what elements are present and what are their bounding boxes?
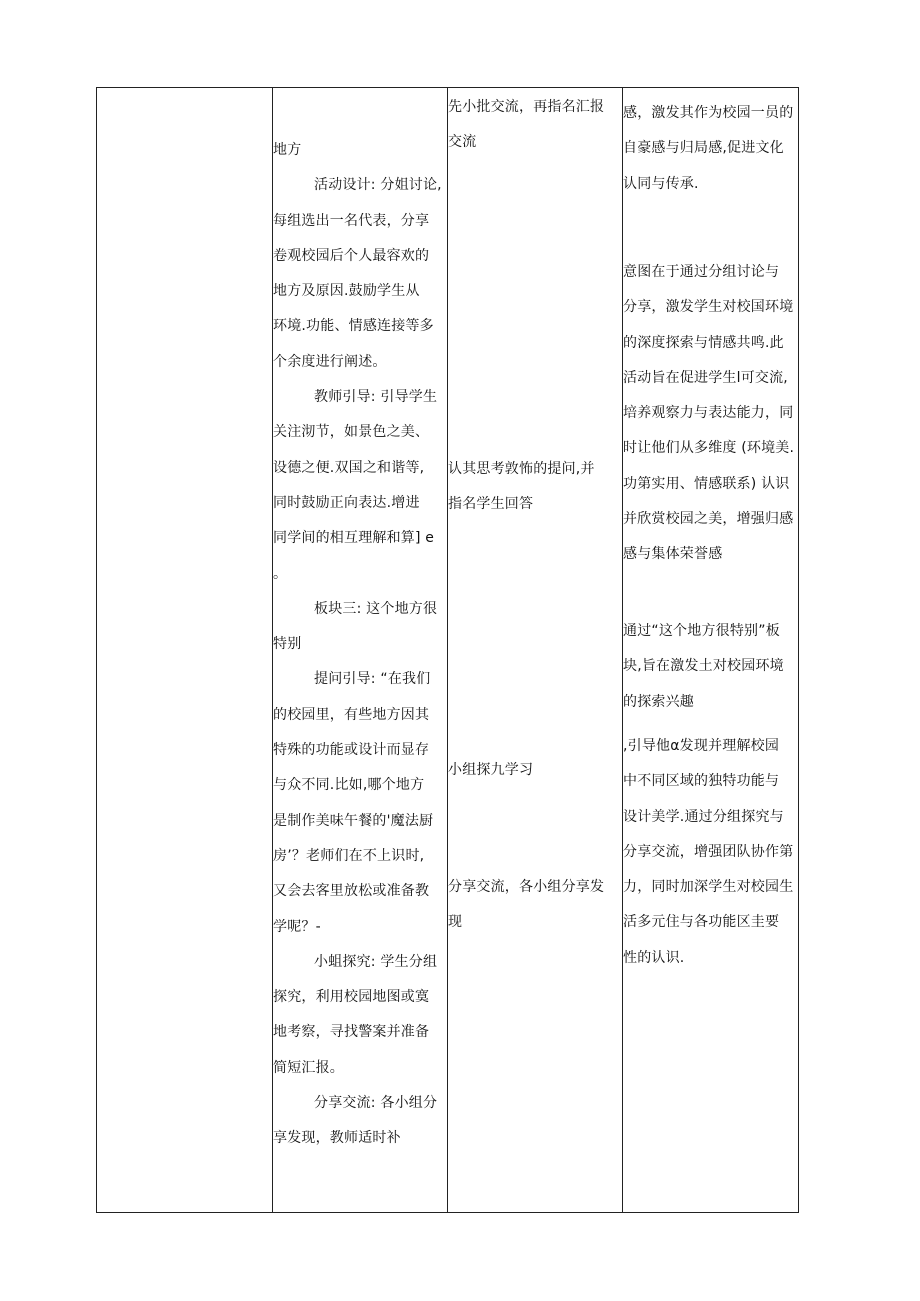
- text-line: 关注沏节，如景色之美、: [273, 424, 430, 441]
- table-column-divider: [447, 87, 448, 1213]
- text-line: 特别: [273, 636, 302, 653]
- text-line: 中不同区域的独特功能与: [623, 773, 780, 790]
- text-line: 自豪感与归局感,促进文化: [623, 140, 784, 157]
- text-line: 时让他们从多维度 (环境美.: [623, 440, 795, 457]
- text-line: 设计美学.通过分组探究与: [623, 808, 784, 825]
- design-intent-block: [623, 96, 799, 202]
- text-line: 并欣赏校园之美，增强归感: [623, 511, 794, 528]
- text-line: 的校园里，有些地方因其: [273, 706, 430, 723]
- text-line: 享发现，教师适时补: [273, 1130, 401, 1147]
- text-line: 意图在于通过分组讨论与: [623, 264, 780, 280]
- text-line: 房’？老师们在不上识时,: [273, 847, 425, 864]
- text-line: 活多元住与各功能区圭要: [623, 914, 780, 931]
- table-cell-col1: [97, 87, 272, 1213]
- text-line: 板块三: 这个地方很: [314, 600, 438, 617]
- table-cell-teaching-activities: [273, 87, 447, 1157]
- text-line: 同学间的相互理解和算] e: [273, 530, 435, 547]
- text-line: 小组探九学习: [448, 762, 534, 778]
- student-activity-block: [448, 90, 622, 161]
- text-line: 教师引导: 引导学生: [314, 389, 438, 406]
- student-activity-block: [448, 753, 622, 788]
- text-line: 地方: [273, 142, 302, 158]
- text-line: 地考察，寻找警案并准备: [273, 1024, 430, 1041]
- text-line: 小蛆探究: 学生分组: [314, 953, 438, 970]
- text-line: 与众不同.比如,哪个地方: [273, 777, 425, 794]
- text-line: 每组选出一名代表，分享: [273, 212, 430, 229]
- student-activity-block: [448, 870, 622, 941]
- text-line: 的深度探索与情感共鸣.此: [623, 334, 784, 351]
- text-line: 感，激发其作为校园一员的: [623, 105, 794, 121]
- text-line: 先小批交流，再指名汇报: [448, 99, 605, 115]
- text-line: 活动设计: 分姐讨论,: [314, 177, 442, 194]
- text-line: 提问引导: “在我们: [314, 671, 431, 688]
- design-intent-block: [623, 614, 799, 720]
- text-line: 培养观察力与表达能力，同: [623, 405, 794, 422]
- text-line: 环境.功能、情感连接等多: [273, 318, 434, 335]
- text-line: 又会去客里放松或准备教: [273, 883, 430, 900]
- text-line: 认同与传承.: [623, 175, 699, 192]
- text-line: ,引导他α发现并理解校园: [623, 738, 780, 754]
- text-line: 简短汇报。: [273, 1059, 344, 1076]
- text-line: 是制作美味午餐的'魔法厨: [273, 812, 434, 829]
- text-line: 的探索兴趣: [623, 693, 694, 710]
- text-line: 探究，利用校园地图或寞: [273, 989, 430, 1006]
- text-line: 交流: [448, 134, 477, 151]
- text-line: 活动旨在促进学生l可交流,: [623, 369, 788, 386]
- text-line: 力，同时加深学生对校园生: [623, 879, 794, 896]
- text-line: 设德之便.双国之和谐等,: [273, 459, 425, 476]
- text-line: 块,旨在激发土对校园环境: [623, 658, 784, 675]
- text-line: 分享，激发学生对校国环境: [623, 299, 794, 316]
- text-line: 同时鼓励正向表达.增进: [273, 494, 420, 511]
- text-line: 特殊的功能或设计而显存: [273, 742, 430, 759]
- text-line: 指名学生回答: [448, 496, 534, 513]
- text-line: 分享交流: 各小组分: [314, 1095, 438, 1112]
- text-line: 个余度进行阐述。: [273, 353, 387, 370]
- design-intent-block: [623, 729, 799, 976]
- text-line: 地方及原因.鼓励学生从: [273, 283, 420, 300]
- design-intent-block: [623, 255, 799, 573]
- text-line: 分享交流，各小组分享发: [448, 879, 605, 895]
- student-activity-block: [448, 452, 622, 523]
- text-line: 通过“这个地方很特别”板: [623, 623, 780, 639]
- text-line: 认其思考敦怖的提问,并: [448, 461, 595, 477]
- text-line: 现: [448, 914, 463, 931]
- text-line: 分享交流，增强团队协作第: [623, 843, 794, 860]
- text-line: 感与集体荣誉感: [623, 546, 723, 563]
- text-line: 学呢？-: [273, 918, 321, 935]
- text-line: 卷观校园后个人最容欢的: [273, 247, 430, 264]
- text-line: 功第实用、情感联系) 认识: [623, 475, 790, 492]
- text-line: 性的认识.: [623, 949, 685, 966]
- text-line: 。: [273, 565, 288, 582]
